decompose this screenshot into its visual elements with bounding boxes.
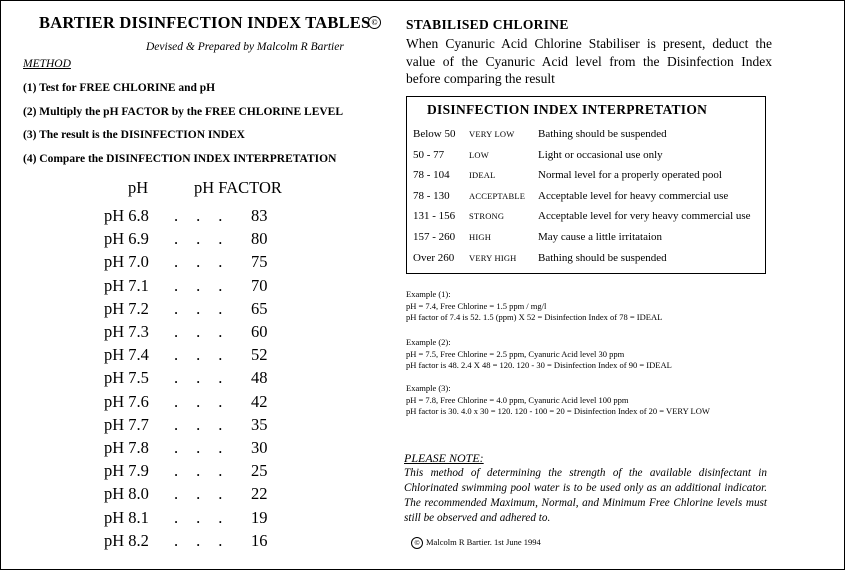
dot-leader: ... — [174, 322, 241, 341]
ph-table-row — [104, 206, 304, 229]
level-description: Acceptable level for heavy commercial use — [538, 189, 729, 202]
ph-factor-value: 83 — [251, 206, 268, 225]
level-badge: ACCEPTABLE — [469, 190, 526, 201]
ph-table-row — [104, 229, 304, 252]
example-line: pH factor of 7.4 is 52. 1.5 (ppm) X 52 = Disinfection Index of 78 = IDEAL — [406, 312, 663, 322]
ph-table-row — [104, 252, 304, 275]
dot-leader: ... — [174, 414, 241, 434]
level-badge: HIGH — [469, 232, 492, 242]
ph-table-row — [104, 392, 304, 415]
footer-text: Malcolm R Bartier. 1st June 1994 — [426, 537, 541, 547]
method-step: (1) Test for FREE CHLORINE and pH — [23, 82, 216, 94]
method-step: (3) The result is the DISINFECTION INDEX — [23, 129, 245, 141]
ph-table-row — [104, 438, 304, 461]
ph-value: pH 6.8 — [104, 206, 149, 225]
ph-value: pH 7.7 — [104, 414, 149, 434]
ph-factor-value: 19 — [251, 507, 268, 527]
ph-factor-value: 48 — [251, 368, 268, 388]
interpretation-row — [413, 128, 765, 148]
ph-factor-value: 25 — [251, 461, 268, 481]
index-range: 78 - 130 — [413, 189, 450, 202]
ph-value: pH 7.3 — [104, 322, 149, 341]
index-range: 78 - 104 — [413, 169, 450, 182]
interpretation-row — [413, 190, 765, 210]
dot-leader: ... — [174, 530, 241, 550]
interpretation-row — [413, 169, 765, 189]
level-description: Bathing should be suspended — [538, 128, 667, 140]
level-badge: LOW — [469, 149, 489, 160]
document-title: BARTIER DISINFECTION INDEX TABLES — [39, 13, 371, 32]
ph-factor-value: 16 — [251, 530, 268, 550]
note-text: This method of determining the strength of the available disinfectant in Chlorinated swimming pool water is to be used only as an additional indicator. The recommended Maximum, Normal, and Minimum Free Chlorine levels must still be observed and adhered to. — [404, 467, 767, 524]
dot-leader: ... — [174, 206, 241, 225]
ph-column-header: pH — [128, 178, 149, 197]
example-line: pH = 7.5, Free Chlorine = 2.5 ppm, Cyanuric Acid level 30 ppm — [406, 348, 625, 359]
ph-table-row — [104, 415, 304, 438]
example-label: Example (2): — [406, 337, 451, 347]
level-badge: VERY LOW — [469, 129, 515, 139]
dot-leader: ... — [174, 345, 241, 365]
footer-copyright-icon: © — [411, 537, 423, 549]
stabilised-chlorine-text: When Cyanuric Acid Chlorine Stabiliser is present, deduct the value of the Cyanuric Acid level from the Disinfection Index before comparing the result — [406, 36, 772, 86]
byline: Devised & Prepared by Malcolm R Bartier — [146, 41, 344, 53]
example-line: pH factor is 48. 2.4 X 48 = 120. 120 - 30 = Disinfection Index of 90 = IDEAL — [406, 360, 672, 370]
ph-table-row — [104, 508, 304, 531]
ph-factor-value: 22 — [251, 484, 268, 504]
level-badge: STRONG — [469, 211, 505, 222]
dot-leader: ... — [174, 438, 241, 457]
interpretation-row — [413, 210, 765, 230]
ph-factor-column-header: pH FACTOR — [194, 178, 282, 197]
ph-table-row — [104, 368, 304, 391]
index-range: 131 - 156 — [413, 210, 456, 223]
index-range: 50 - 77 — [413, 148, 445, 161]
level-badge: VERY HIGH — [469, 252, 517, 263]
index-range: Over 260 — [413, 251, 455, 264]
dot-leader: ... — [174, 298, 241, 318]
level-description: Normal level for a properly operated pool — [538, 169, 722, 182]
example-label: Example (1): — [406, 289, 451, 299]
ph-factor-value: 30 — [251, 438, 268, 457]
interpretation-row — [413, 231, 765, 251]
level-description: Acceptable level for very heavy commercial use — [538, 210, 751, 223]
note-label: PLEASE NOTE: — [404, 451, 484, 465]
ph-factor-value: 70 — [251, 275, 268, 295]
copyright-icon: © — [368, 16, 381, 29]
dot-leader: ... — [174, 252, 241, 272]
method-step: (2) Multiply the pH FACTOR by the FREE CHLORINE LEVEL — [23, 106, 344, 118]
index-range: Below 50 — [413, 128, 456, 140]
method-step: (4) Compare the DISINFECTION INDEX INTERPRETATION — [23, 153, 337, 165]
interpretation-title: DISINFECTION INDEX INTERPRETATION — [427, 102, 708, 117]
ph-table-row — [104, 531, 304, 554]
level-description: May cause a little irritataion — [538, 231, 663, 243]
dot-leader: ... — [174, 484, 241, 504]
interpretation-row — [413, 149, 765, 169]
ph-table-row — [104, 322, 304, 345]
ph-value: pH 7.9 — [104, 461, 149, 481]
ph-factor-value: 42 — [251, 391, 268, 411]
dot-leader: ... — [174, 507, 241, 527]
ph-value: pH 7.1 — [104, 275, 149, 295]
dot-leader: ... — [174, 368, 241, 388]
ph-value: pH 7.0 — [104, 252, 149, 272]
ph-value: pH 6.9 — [104, 229, 149, 249]
ph-value: pH 7.6 — [104, 391, 149, 411]
ph-value: pH 7.2 — [104, 298, 149, 318]
ph-table-row — [104, 484, 304, 507]
method-label: METHOD — [23, 58, 71, 70]
ph-factor-value: 75 — [251, 252, 268, 272]
level-description: Bathing should be suspended — [538, 251, 667, 264]
example-label: Example (3): — [406, 383, 451, 393]
ph-value: pH 7.8 — [104, 438, 149, 457]
dot-leader: ... — [174, 391, 241, 411]
interpretation-row — [413, 252, 765, 272]
ph-factor-value: 35 — [251, 414, 268, 434]
level-description: Light or occasional use only — [538, 148, 663, 161]
index-range: 157 - 260 — [413, 231, 456, 243]
stabilised-chlorine-title: STABILISED CHLORINE — [406, 17, 569, 32]
example-line: pH factor is 30. 4.0 x 30 = 120. 120 - 100 = 20 = Disinfection Index of 20 = VERY LOW — [406, 406, 710, 416]
dot-leader: ... — [174, 275, 241, 295]
ph-value: pH 8.0 — [104, 484, 149, 504]
ph-factor-value: 52 — [251, 345, 268, 365]
ph-table-row — [104, 345, 304, 368]
example-line: pH = 7.4, Free Chlorine = 1.5 ppm / mg/l — [406, 300, 547, 311]
ph-table-row — [104, 276, 304, 299]
ph-value: pH 8.2 — [104, 530, 149, 550]
dot-leader: ... — [174, 229, 241, 249]
ph-value: pH 7.4 — [104, 345, 149, 365]
ph-factor-value: 80 — [251, 229, 268, 249]
dot-leader: ... — [174, 461, 241, 481]
ph-factor-value: 65 — [251, 298, 268, 318]
ph-table-row — [104, 461, 304, 484]
ph-value: pH 7.5 — [104, 368, 149, 388]
ph-factor-value: 60 — [251, 322, 268, 341]
example-line: pH = 7.8, Free Chlorine = 4.0 ppm, Cyanuric Acid level 100 ppm — [406, 394, 629, 405]
ph-table-row — [104, 299, 304, 322]
level-badge: IDEAL — [469, 170, 496, 181]
ph-value: pH 8.1 — [104, 507, 149, 527]
